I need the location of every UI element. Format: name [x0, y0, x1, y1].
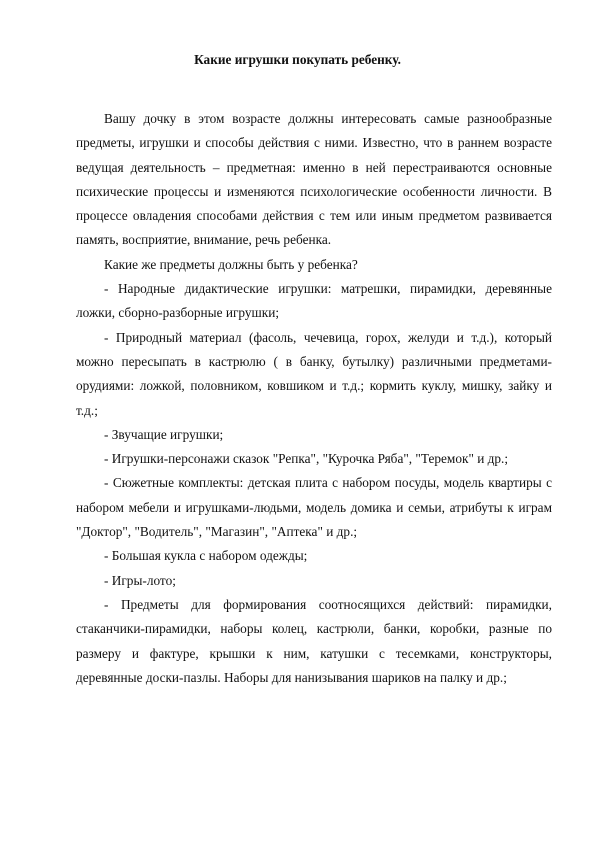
list-item-sounding-toys: - Звучащие игрушки; — [104, 426, 224, 442]
list-item-natural-material: - Природный материал (фасоль, чечевица, горох, желуди и т.д.), который можно пересыпать в кастрюлю ( в банку, бутылку) различными предметами-орудиями: ложкой, половником, ковшиком и т.д.; кормить куклу, мишку, зайку и т.д.; — [76, 329, 552, 418]
list-item-didactic-toys: - Народные дидактические игрушки: матрешки, пирамидки, деревянные ложки, сборно-разборные игрушки; — [76, 281, 552, 321]
list-item-big-doll: - Большая кукла с набором одежды; — [104, 548, 308, 564]
list-item-fairy-tale-characters: - Игрушки-персонажи сказок "Репка", "Курочка Ряба", "Теремок" и др.; — [104, 451, 509, 467]
paragraph-question: Какие же предметы должны быть у ребенка? — [104, 256, 358, 272]
document-title: Какие игрушки покупать ребенку. — [194, 52, 401, 67]
list-item-lotto: - Игры-лото; — [104, 572, 176, 588]
list-item-correlating-actions: - Предметы для формирования соотносящихся действий: пирамидки, стаканчики-пирамидки, наборы колец, кастрюли, банки, коробки, разные по размеру и фактуре, крышки к ним, катушки с тесемками, конструкторы, деревянные доски-пазлы. Наборы для нанизывания шариков на палку и др.; — [76, 596, 552, 685]
list-item-story-sets: - Сюжетные комплекты: детская плита с набором посуды, модель квартиры с набором мебели и игрушками-людьми, модель домика и семьи, атрибуты к играм "Доктор", "Водитель", "Магазин", "Аптека" и др.; — [76, 475, 552, 540]
paragraph-intro: Вашу дочку в этом возрасте должны интересовать самые разнообразные предметы, игрушки и способы действия с ними. Известно, что в раннем возрасте ведущая деятельность – предметная: именно в ней перестраиваются основные психические процессы и изменяются психологические особенности личности. В процессе овладения способами действия с тем или иным предметом развивается память, восприятие, внимание, речь ребенка. — [76, 111, 552, 248]
document-body — [76, 107, 552, 690]
